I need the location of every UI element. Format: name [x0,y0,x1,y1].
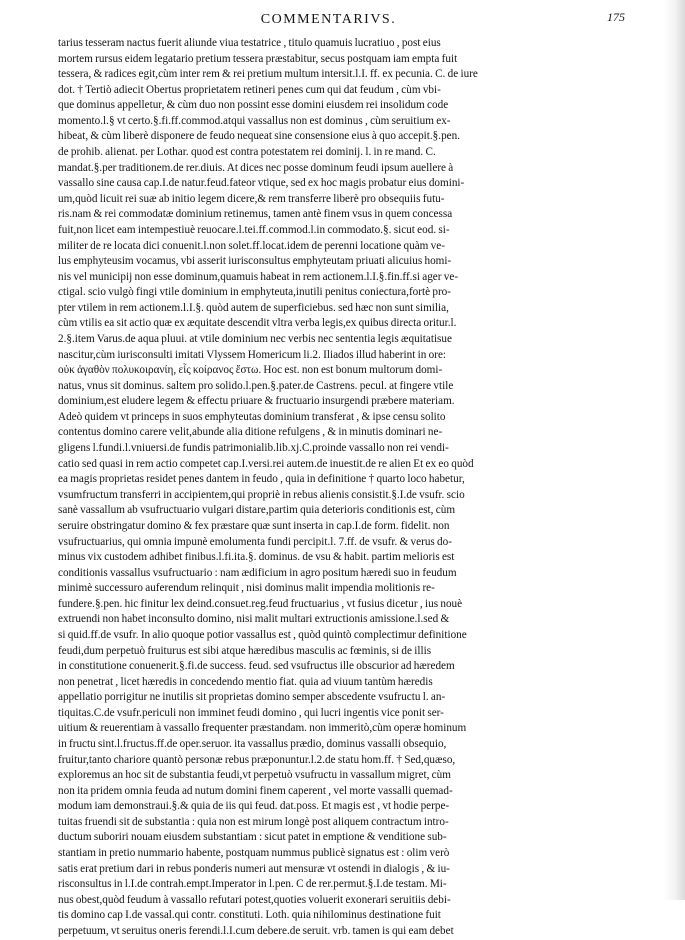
text-line: militer de re locata dici conuenit.l.non solet.ff.locat.idem de perenni locatione quàm ve- [58,239,599,255]
text-line: nascitur,cùm iurisconsulti imitati Vlyssem Homericum li.2. Iliados illud haberint in ore: [58,348,599,364]
text-line: contentus domino carere velit,abunde alia ditione refulgens , & in minutis dominari ne- [58,425,599,441]
page-spine-shadow [663,0,685,900]
text-line: exploremus an hoc sit de substantia feudi,vt perpetuò vsufructu in vassallum migret, cùm [58,768,599,784]
text-line: si quid.ff.de vsufr. In alio quoque potior vassallus est , quòd quintò complectimur definitione [58,628,599,644]
text-line: in fructu sint.l.fructus.ff.de oper.seruor. ita vassallus prædio, dominus vassalli obsequio, [58,737,599,753]
text-line: modum iam demonstraui.§.& quia de iis qui feud. dat.poss. Et magis est , vt hodie perpe- [58,799,599,815]
text-line: catio sed quasi in rem actio competet cap.I.versi.rei autem.de inuestit.de re alien Et ex eo quòd [58,457,599,473]
text-line: momento.l.§ vt certo.§.fi.ff.commod.atqui vassallus non est dominus , cùm seruitium ex- [58,114,599,130]
text-line: ea magis proprietas residet penes dantem in feudo , quia in definitione † quarto loco habetur, [58,472,599,488]
text-line: non ita pridem omnia feuda ad nutum domini finem caperent , vel morte vassalli quemad- [58,784,599,800]
text-line: non penetrat , licet hæredis in concedendo mentio fiat. quia ad viuum tantùm hæredis [58,675,599,691]
text-line: tarius tesseram nactus fuerit aliunde viua testatrice , titulo quamuis lucratiuo , post eius [58,36,599,52]
text-line: mortem rursus eidem legatario pretium tessera præstabitur, secus postquam iam empta fuit [58,52,599,68]
text-line: feudi,dum perpetuò fruiturus est sibi atque hæredibus masculis ac fœminis, si de illis [58,644,599,660]
text-line: um,quòd licuit rei suæ ab initio legem dicere,& rem transferre liberè pro obsequiis futu- [58,192,599,208]
text-line: tis domino cap I.de vassal.qui contr. constituti. Loth. quia nihilominus destinatione fuit [58,908,599,924]
text-line: fundere.§.pen. hic finitur lex deind.consuet.reg.feud fructuarius , vt fusius dicetur , ius nouè [58,597,599,613]
text-line: minimè successuro auferendum relinquit , nisi dominus malit impendia molitionis re- [58,581,599,597]
text-line: extruendi non habet inconsulto domino, nisi malit multari extructionis amissione.l.sed & [58,612,599,628]
text-line: stantiam in pretio nummario habente, postquam nummus publicè signatus est : olim verò [58,846,599,862]
text-line: lus emphyteusim vocamus, vbi asserit iurisconsultus emphyteutam priuati alicuius homi- [58,254,599,270]
text-line: seruire obstringatur domino & fex præstare quæ sunt inserta in cap.I.de form. fidelit. non [58,519,599,535]
text-line: mandat.§.per traditionem.de rer.diuis. At dices nec posse dominum feudi ipsum auellere à [58,161,599,177]
text-line: vassallo sine causa cap.I.de natur.feud.fateor vtique, sed ex hoc magis probatur eius domini- [58,176,599,192]
text-line: dominium,est eludere legem & effectu priuare & fructuario insurgendi præbere materiam. [58,394,599,410]
text-line: perpetuum, vt seruitus oneris ferendi.l.I.cum debere.de seruit. vrb. tamen is qui eam debet [58,924,599,940]
text-line: tessera, & radices egit,cùm inter rem & rei pretium multum intersit.l.I. ff. ex pecunia. C. de iure [58,67,599,83]
text-line: nis vel municipij non esse dominum,quamuis habeat in rem actionem.l.I.§.fin.ff.si ager ve- [58,270,599,286]
text-line: ris.nam & rei commodatæ dominium retinemus, tamen antè finem vsus in quem concessa [58,207,599,223]
text-line: dot. † Tertiò adiecit Obertus proprietatem retineri penes cum qui dat feudum , cùm vbi- [58,83,599,99]
text-line: cùm vtilis ea sit actio quæ ex æquitate descendit vltra verba legis,ex quibus directa oritur.l. [58,316,599,332]
text-line: de prohib. alienat. per Lothar. quod est contra potestatem rei dominij. l. in re mand. C. [58,145,599,161]
text-line: uitium & reuerentiam à vassallo frequenter præstandam. non immeritò,cùm operæ hominum [58,721,599,737]
text-line: hibeat, & cùm liberè disponere de feudo nequeat sine consensione eius à quo accepit.§.pen. [58,129,599,145]
text-line: que dominus appelletur, & cùm duo non possint esse domini eiusdem rei insolidum code [58,98,599,114]
text-line: vsumfructum transferri in accipientem,qui propriè in rebus alienis consistit.§.I.de vsufr. scio [58,488,599,504]
body-text [58,36,599,940]
page-number: 175 [607,10,625,25]
text-line: tuitas fruendi sit de substantia : quia non est mirum longè post aliquem contractum intro- [58,815,599,831]
text-line: conditionis vassallus vsufructuario : nam ædificium in agro positum hæredi suo in feudum [58,566,599,582]
text-line: gligens l.fundi.l.vniuersi.de fundis patrimonialib.lib.xj.C.proinde vassallo non rei vendi- [58,441,599,457]
text-line: appellatio porrigitur ne inutilis sit proprietas domino semper abscedente vsufructu l. an- [58,690,599,706]
text-line: nus obest,quòd feudum à vassallo refutari potest,quoties voluerit exonerari seruitiis debi- [58,893,599,909]
text-line: fruitur,tanto chariore quantò personæ rebus præponuntur.l.2.de statu hom.ff. † Sed,quæso, [58,753,599,769]
text-line: vsufructuarius, qui omnia impunè emolumenta fundi percipit.l. 7.ff. de vsufr. & verus do- [58,535,599,551]
text-line: ductum suboriri nouam eiusdem substantiam : sicut patet in emptione & venditione sub- [58,830,599,846]
text-line: ctigal. scio vulgò fingi vtile dominium in emphyteuta,inutili penitus coniectura,fortè pro- [58,285,599,301]
running-head [58,8,599,32]
text-line: tiquitas.C.de vsufr.periculi non imminet feudi domino , qui lucri ingentis vice ponit ser- [58,706,599,722]
text-line: οὐκ ἀγαθὸν πολυκοιρανίη, εἷς κοίρανος ἔστω. Hoc est. non est bonum multorum domi- [58,363,599,379]
text-line: pter vtilem in rem actionem.l.I.§. quòd autem de superficiebus. sed hæc non sunt similia, [58,301,599,317]
text-line: satis erat pretium dari in rebus ponderis numeri aut mensuræ vt ostendi in dialogis , & iu- [58,862,599,878]
running-title: COMMENTARIVS. [58,12,599,28]
text-line: fuit,non licet eam intempestiuè reuocare.l.tei.ff.commod.l.in commodato.§. sicut eod. si- [58,223,599,239]
text-line: minus vix custodem adhibet finibus.l.fi.ita.§. dominus. de vsu & habit. partim melioris est [58,550,599,566]
text-line: 2.§.item Varus.de aqua pluui. at vtile dominium nec verbis nec sententia legis æquitatisue [58,332,599,348]
text-line: sanè vassallum ab vsufructuario vulgari distare,partim quia deterioris conditionis est, cùm [58,503,599,519]
text-line: risconsultus in l.I.de contrah.empt.Imperator in l.pen. C de rer.permut.§.I.de testam. Mi- [58,877,599,893]
text-line: natus, vnus sit dominus. saltem pro solido.l.pen.§.pater.de Castrens. pecul. at fingere vtile [58,379,599,395]
text-line: in constitutione conuenerit.§.fi.de success. feud. sed vsufructus ille obscurior ad hæredem [58,659,599,675]
text-line: Adeò quidem vt princeps in suos emphyteutas dominium transferat , & ipse censu solito [58,410,599,426]
